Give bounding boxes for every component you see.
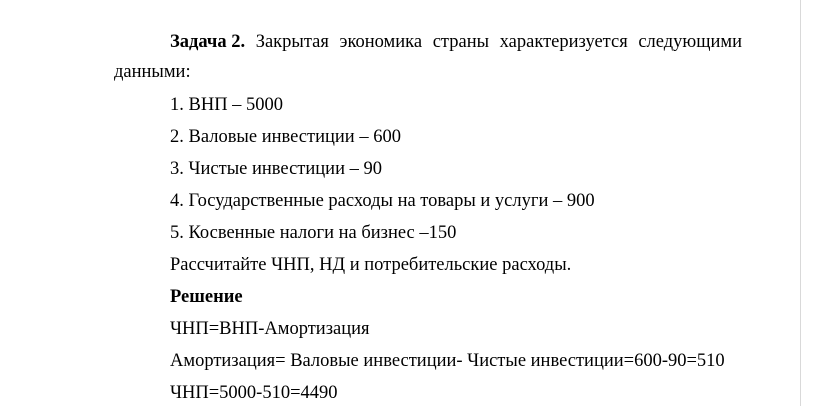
- data-item: 4. Государственные расходы на товары и услуги – 900: [170, 191, 595, 211]
- intro-word: Закрытая: [255, 32, 329, 52]
- task-label: Задача 2.: [170, 32, 246, 52]
- solution-line: ЧНП=5000-510=4490: [170, 383, 338, 403]
- intro-word: следующими: [638, 32, 742, 52]
- data-item: 5. Косвенные налоги на бизнес –150: [170, 223, 457, 243]
- task-intro-line: [170, 31, 742, 53]
- solution-line: Амортизация= Валовые инвестиции- Чистые инвестиции=600-90=510: [170, 351, 725, 371]
- data-item: 1. ВНП – 5000: [170, 95, 284, 115]
- intro-word: страны: [432, 32, 490, 52]
- data-item: 2. Валовые инвестиции – 600: [170, 127, 401, 147]
- page-margin-line: [800, 0, 801, 406]
- intro-word: характеризуется: [499, 32, 628, 52]
- task-question: Рассчитайте ЧНП, НД и потребительские расходы.: [170, 255, 572, 275]
- task-intro-continuation: данными:: [114, 62, 191, 82]
- data-item: 3. Чистые инвестиции – 90: [170, 159, 382, 179]
- intro-word: экономика: [339, 32, 423, 52]
- solution-line: ЧНП=ВНП-Амортизация: [170, 319, 370, 339]
- solution-heading: Решение: [170, 287, 243, 307]
